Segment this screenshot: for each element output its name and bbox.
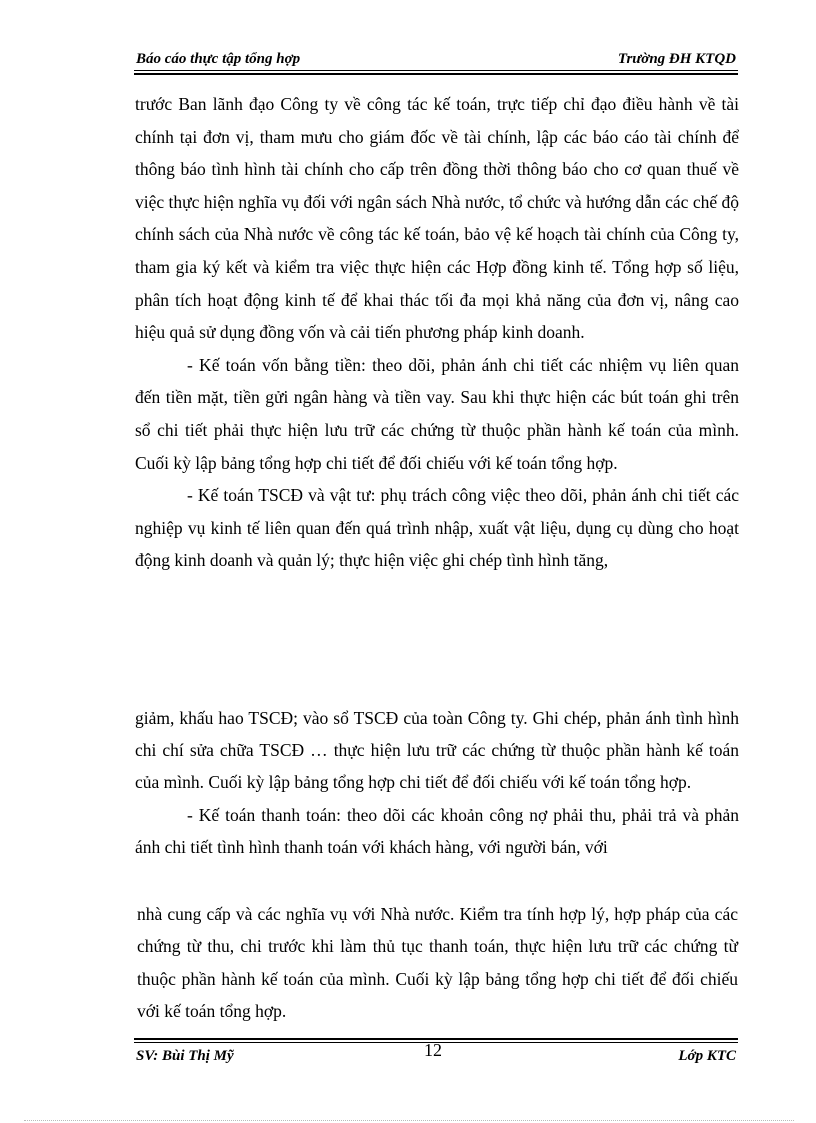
paragraph-fixed-assets-accounting: - Kế toán TSCĐ và vật tư: phụ trách công việc theo dõi, phản ánh chi tiết các nghiệp vụ kinh tế liên quan đến quá trình nhập, xuất vật liệu, dụng cụ dùng cho hoạt động kinh doanh và quản lý; thực hiện việc ghi chép tình hình tăng,: [135, 485, 739, 571]
paragraph-payment-accounting: - Kế toán thanh toán: theo dõi các khoản công nợ phải thu, phải trả và phản ánh chi tiết tình hình thanh toán với khách hàng, với người bán, với: [135, 804, 739, 857]
paragraph-cash-accounting: - Kế toán vốn bằng tiền: theo dõi, phản ánh chi tiết các nhiệm vụ liên quan đến tiền mặt, tiền gửi ngân hàng và tiền vay. Sau khi thực hiện các bút toán ghi trên sổ chi tiết phải thực hiện lưu trữ các chứng từ thuộc phần hành kế toán của mình. Cuối kỳ lập bảng tổng hợp chi tiết để đối chiếu với kế toán tổng hợp.: [135, 354, 739, 473]
paragraph-payment-continued: nhà cung cấp và các nghĩa vụ với Nhà nước. Kiểm tra tính hợp lý, hợp pháp của các chứng từ thu, chi trước khi làm thủ tục thanh toán, thực hiện lưu trữ các chứng từ thuộc phần hành kế toán của mình. Cuối kỳ lập bảng tổng hợp chi tiết để đối chiếu với kế toán tổng hợp.: [137, 904, 738, 1022]
text-block-1: [135, 88, 739, 577]
header-rule: [134, 70, 738, 75]
header-report-title: Báo cáo thực tập tổng hợp: [136, 51, 301, 67]
page-edge-dotted-line: [24, 1120, 794, 1121]
footer-student-name: SV: Bùi Thị Mỹ: [136, 1048, 234, 1064]
page-number: 12: [424, 1040, 442, 1060]
footer-class-name: Lớp KTC: [678, 1048, 736, 1064]
page-header: [134, 49, 738, 71]
text-block-2: [135, 702, 739, 863]
paragraph-fixed-assets-continued: giảm, khấu hao TSCĐ; vào sổ TSCĐ của toàn Công ty. Ghi chép, phản ánh tình hình chi chí sửa chữa TSCĐ … thực hiện lưu trữ các chứng từ thuộc phần hành kế toán của mình. Cuối kỳ lập bảng tổng hợp chi tiết để đối chiếu với kế toán tổng hợp.: [135, 708, 739, 793]
page-footer: [134, 1040, 738, 1070]
paragraph-chief-accountant: trước Ban lãnh đạo Công ty về công tác kế toán, trực tiếp chỉ đạo điều hành về tài chính tại đơn vị, tham mưu cho giám đốc về tài chính, lập các báo cáo tài chính để thông báo tình hình tài chính cho cấp trên đồng thời thông báo cho cơ quan thuế về việc thực hiện nghĩa vụ đối với ngân sách Nhà nước, tổ chức và hướng dẫn các chế độ chính sách của Nhà nước về công tác kế toán, bảo vệ kế hoạch tài chính của Công ty, tham gia ký kết và kiểm tra việc thực hiện các Hợp đồng kinh tế. Tổng hợp số liệu, phân tích hoạt động kinh tế để khai thác tối đa mọi khả năng của đơn vị, nâng cao hiệu quả sử dụng đồng vốn và cải tiến phương pháp kinh doanh.: [135, 94, 739, 343]
header-school-name: Trường ĐH KTQD: [617, 51, 736, 67]
